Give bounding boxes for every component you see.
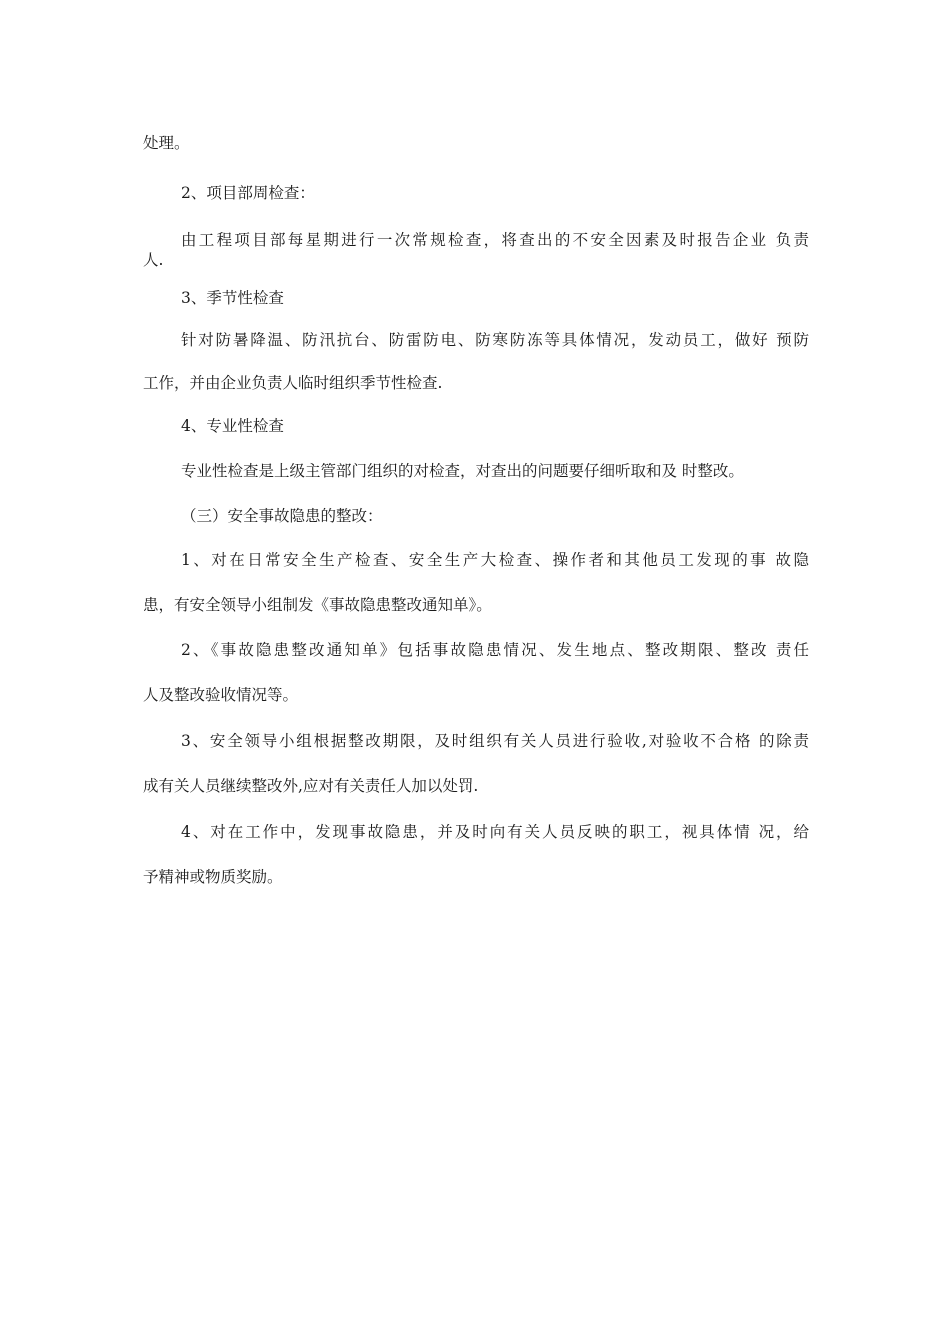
weekly-inspection-text-line-1: 由工程项目部每星期进行一次常规检查，将查出的不安全因素及时报告企业 负责 [181, 231, 809, 249]
seasonal-inspection-heading: 3、季节性检查 [181, 289, 284, 307]
professional-inspection-text: 专业性检查是上级主管部门组织的对检查，对查出的问题要仔细听取和及 时整改。 [181, 462, 744, 480]
rectification-item-2-line-2: 人及整改验收情况等。 [143, 686, 299, 704]
rectification-item-1-line-2: 患，有安全领导小组制发《事故隐患整改通知单》。 [143, 596, 492, 614]
rectification-item-2-line-1: 2、《事故隐患整改通知单》包括事故隐患情况、发生地点、整改期限、整改 责任 [181, 641, 809, 659]
rectification-item-3-line-1: 3、安全领导小组根据整改期限，及时组织有关人员进行验收,对验收不合格 的除责 [181, 732, 809, 750]
seasonal-inspection-text-line-1: 针对防暑降温、防汛抗台、防雷防电、防寒防冻等具体情况，发动员工，做好 预防 [181, 331, 809, 349]
professional-inspection-heading: 4、专业性检查 [181, 417, 284, 435]
paragraph-continuation-text: 处理。 [143, 134, 190, 152]
seasonal-inspection-text-line-2: 工作，并由企业负责人临时组织季节性检查. [143, 374, 443, 392]
weekly-inspection-text-line-2: 人. [143, 251, 164, 269]
rectification-item-1-line-1: 1、对在日常安全生产检查、安全生产大检查、操作者和其他员工发现的事 故隐 [181, 551, 809, 569]
hazard-rectification-heading: （三）安全事故隐患的整改： [181, 507, 383, 525]
weekly-inspection-heading: 2、项目部周检查： [181, 184, 315, 202]
rectification-item-3-line-2: 成有关人员继续整改外,应对有关责任人加以处罚. [143, 777, 479, 795]
rectification-item-4-line-1: 4、对在工作中，发现事故隐患，并及时向有关人员反映的职工，视具体情 况，给 [181, 823, 809, 841]
rectification-item-4-line-2: 予精神或物质奖励。 [143, 868, 283, 886]
